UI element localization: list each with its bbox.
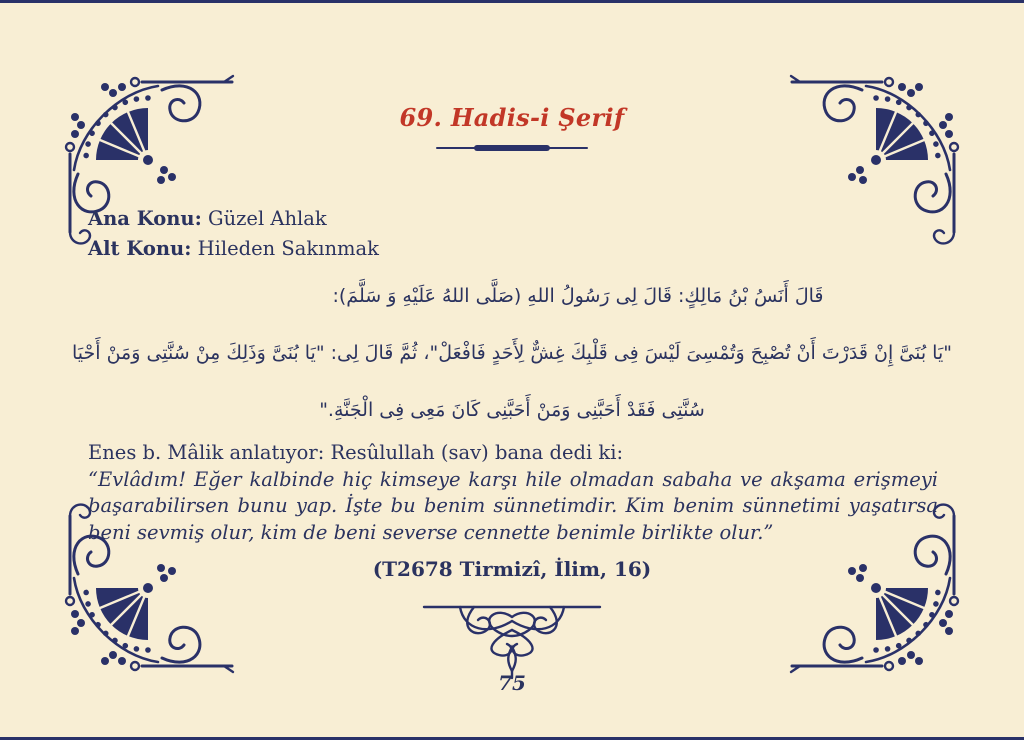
source-citation: (T2678 Tirmizî, İlim, 16) [372, 557, 652, 581]
main-topic-row [88, 204, 379, 234]
sub-topic-value: Hileden Sakınmak [191, 237, 379, 260]
sub-topic-row [88, 234, 379, 264]
topic-block [88, 204, 379, 264]
page-number: 75 [498, 671, 526, 695]
narrator-line: Enes b. Mâlik anlatıyor: Resûlullah (sav) bana dedi ki: [88, 441, 624, 464]
hadith-quote: “Evlâdım! Eğer kalbinde hiç kimseye karşı hile olmadan sabaha ve akşama erişmeyi başarabilirsen bunu yap. İşte bu benim sünnetimdir. Kim benim sünnetimi yaşatırsa beni sevmiş olur, kim de beni severse cennette benimle birlikte olur.” [88, 467, 938, 544]
turkish-translation-block [88, 440, 938, 546]
arabic-line: قَالَ أَنَسُ بْنُ مَالِكٍ: قَالَ لِى رَسُولُ اللهِ (صَلَّى اللهُ عَلَيْهِ وَ سَلَّمَ): [332, 285, 824, 307]
arabic-hadith-text [0, 268, 1024, 439]
title-divider [436, 144, 588, 151]
page-top-border [0, 0, 1024, 3]
bottom-flourish-icon [420, 600, 604, 682]
sub-topic-label: Alt Konu: [88, 237, 192, 260]
main-topic-value: Güzel Ahlak [201, 207, 327, 230]
corner-ornament-top-right-icon [788, 58, 978, 248]
arabic-line: "يَا بُنَىَّ إِنْ قَدَرْتَ أَنْ تُصْبِحَ وَتُمْسِىَ لَيْسَ فِى قَلْبِكَ غِشٌّ لِأَحَدٍ فَافْعَلْ"، ثُمَّ قَالَ لِى: "يَا بُنَىَّ وَذَلِكَ مِنْ سُنَّتِى وَمَنْ أَحْيَا [72, 342, 952, 364]
main-topic-label: Ana Konu: [88, 207, 202, 230]
page-title: 69. Hadis-i Şerif [399, 103, 625, 132]
arabic-line: سُنَّتِى فَقَدْ أَحَبَّنِى وَمَنْ أَحَبَّنِى كَانَ مَعِى فِى الْجَنَّةِ." [319, 399, 705, 421]
